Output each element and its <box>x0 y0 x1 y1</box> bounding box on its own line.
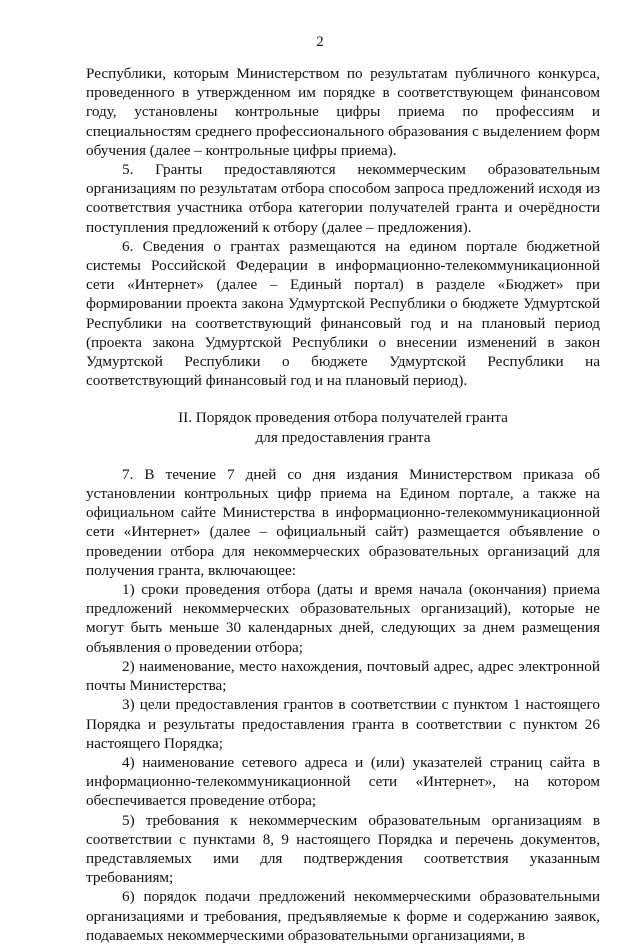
page-number: 2 <box>316 34 324 50</box>
paragraph-item-6: 6. Сведения о грантах размещаются на едином портале бюджетной системы Российской Федерации в информационно-телекоммуникационной сети «Интернет» (далее – Единый портал) в разделе «Бюджет» при формировании проекта закона Удмуртской Республики о бюджете Удмуртской Республики на соответствующий финансовый год и на плановый период (проекта закона Удмуртской Республики о внесении изменений в закон Удмуртской Республики о бюджете Удмуртской Республики на соответствующий финансовый год и на плановый период). <box>86 237 600 390</box>
paragraph-item-7: 7. В течение 7 дней со дня издания Министерством приказа об установлении контрольных цифр приема на Едином портале, а также на официальном сайте Министерства в информационно-телекоммуникационной сети «Интернет» (далее – официальный сайт) размещается объявление о проведении отбора для некоммерческих образовательных организаций для получения гранта, включающее: <box>86 465 600 579</box>
section-heading-line-2: для предоставления гранта <box>255 428 431 446</box>
intro-paragraph: Республики, которым Министерством по результатам публичного конкурса, проведенного в утвержденном им порядке в соответствующем финансовом году, установлены контрольные цифры приема по профессиям и специальностям среднего профессионального образования с выделением форм обучения (далее – контрольные цифры приема). <box>86 65 600 159</box>
subitem-4: 4) наименование сетевого адреса и (или) указателей страниц сайта в информационно-телекоммуникационной сети «Интернет», на котором обеспечивается проведение отбора; <box>86 753 600 810</box>
paragraph-item-5: 5. Гранты предоставляются некоммерческим образовательным организациям по результатам отбора способом запроса предложений исходя из соответствия участника отбора категории получателей гранта и очерёдности поступления предложений к отбору (далее – предложения). <box>86 161 600 236</box>
section-heading-line-1: II. Порядок проведения отбора получателей гранта <box>178 409 508 427</box>
subitem-3: 3) цели предоставления грантов в соответствии с пунктом 1 настоящего Порядка и результаты предоставления гранта в соответствии с пунктом 26 настоящего Порядка; <box>86 696 600 752</box>
subitem-1: 1) сроки проведения отбора (даты и время начала (окончания) приема предложений некоммерческих образовательных организаций), которые не могут быть меньше 30 календарных дней, следующих за днем размещения объявления о проведении отбора; <box>86 581 600 656</box>
document-body <box>86 64 600 945</box>
section-heading <box>86 408 600 446</box>
subitem-6: 6) порядок подачи предложений некоммерческими образовательными организациями и требования, предъявляемые к форме и содержанию заявок, подаваемых некоммерческими образовательными организациями, в <box>86 888 600 944</box>
subitem-5: 5) требования к некоммерческим образовательным организациям в соответствии с пунктами 8, 9 настоящего Порядка и перечень документов, представляемых ими для подтверждения соответствия указанным требованиям; <box>86 811 600 887</box>
subitem-2: 2) наименование, место нахождения, почтовый адрес, адрес электронной почты Министерства; <box>86 657 600 695</box>
